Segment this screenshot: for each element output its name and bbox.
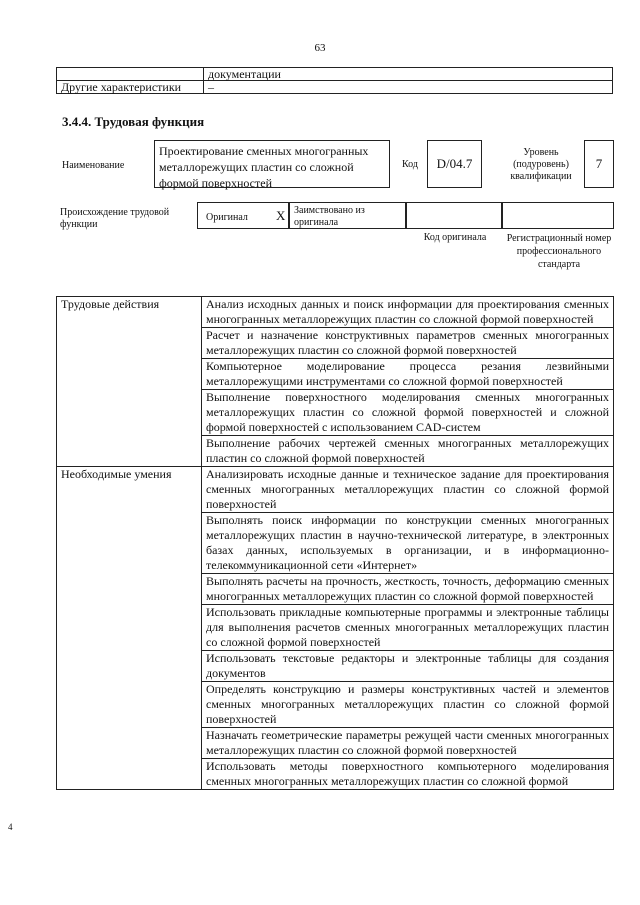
skill-item: Использовать прикладные компьютерные программы и электронные таблицы для выполнения расчетов сменных многогранных металлорежущих пластин со сложной формой поверхностей [202, 605, 614, 651]
original-label: Оригинал [206, 212, 248, 223]
skill-item: Использовать методы поверхностного компьютерного моделирования сменных многогранных металлорежущих пластин со сложной формой [202, 759, 614, 790]
table-cell-label [57, 68, 204, 81]
skill-item: Определять конструкцию и размеры конструктивных частей и элементов сменных многогранных металлорежущих пластин со сложной формой поверхностей [202, 682, 614, 728]
table-row [57, 68, 613, 81]
skill-item: Назначать геометрические параметры режущей части сменных многогранных металлорежущих пластин со сложной формой поверхностей [202, 728, 614, 759]
table-cell-label: Другие характеристики [57, 81, 204, 94]
level-label: Уровень (подуровень) квалификации [510, 147, 572, 182]
skill-item: Выполнять расчеты на прочность, жесткость, точность, деформацию сменных многогранных металлорежущих пластин со сложной формой поверхностей [202, 574, 614, 605]
name-value: Проектирование сменных многогранных металлорежущих пластин со сложной формой поверхностей [154, 140, 390, 188]
code-label: Код [402, 159, 418, 170]
borrowed-label: Заимствовано из оригинала [294, 205, 365, 228]
table-row [57, 81, 613, 94]
table-cell-value: – [204, 81, 613, 94]
side-mark: 4 [8, 822, 13, 832]
code-original-cell [406, 202, 502, 229]
level-value: 7 [584, 140, 614, 188]
original-mark: X [276, 208, 286, 223]
name-label: Наименование [62, 160, 125, 171]
table-cell-value: документации [204, 68, 613, 81]
reg-number-cell [502, 202, 614, 229]
labor-action-item: Выполнение поверхностного моделирования сменных многогранных металлорежущих пластин со сложной формой поверхностей и сложной формой поверхностей с использованием CAD-систем [202, 390, 614, 436]
labor-action-item: Анализ исходных данных и поиск информации для проектирования сменных многогранных металлорежущих пластин со сложной формой поверхностей [202, 297, 614, 328]
table-row [57, 297, 614, 328]
labor-actions-label: Трудовые действия [57, 297, 202, 467]
skill-item: Выполнять поиск информации по конструкции сменных многогранных металлорежущих пластин в научно-технической литературе, в электронных базах данных, используемых в организации, и в информационно-телекоммуникационной сети «Интернет» [202, 513, 614, 574]
skills-label: Необходимые умения [57, 467, 202, 790]
labor-action-item: Расчет и назначение конструктивных параметров сменных многогранных металлорежущих пластин со сложной формой поверхностей [202, 328, 614, 359]
table-row [57, 467, 614, 513]
section-title: 3.4.4. Трудовая функция [62, 114, 205, 129]
labor-action-item: Компьютерное моделирование процесса резания лезвийными металлорежущими инструментами со сложной формой поверхностей [202, 359, 614, 390]
function-table [56, 296, 614, 790]
origin-label: Происхождение трудовой функции [60, 207, 170, 230]
code-original-label: Код оригинала [423, 232, 487, 243]
code-value: D/04.7 [427, 140, 482, 188]
reg-number-label: Регистрационный номер профессионального стандарта [506, 233, 612, 270]
skill-item: Анализировать исходные данные и техническое задание для проектирования сменных многогранных металлорежущих пластин со сложной формой поверхностей [202, 467, 614, 513]
skill-item: Использовать текстовые редакторы и электронные таблицы для создания документов [202, 651, 614, 682]
labor-action-item: Выполнение рабочих чертежей сменных многогранных металлорежущих пластин со сложной формой поверхностей [202, 436, 614, 467]
page-number: 63 [314, 42, 326, 54]
characteristics-table [56, 67, 613, 94]
